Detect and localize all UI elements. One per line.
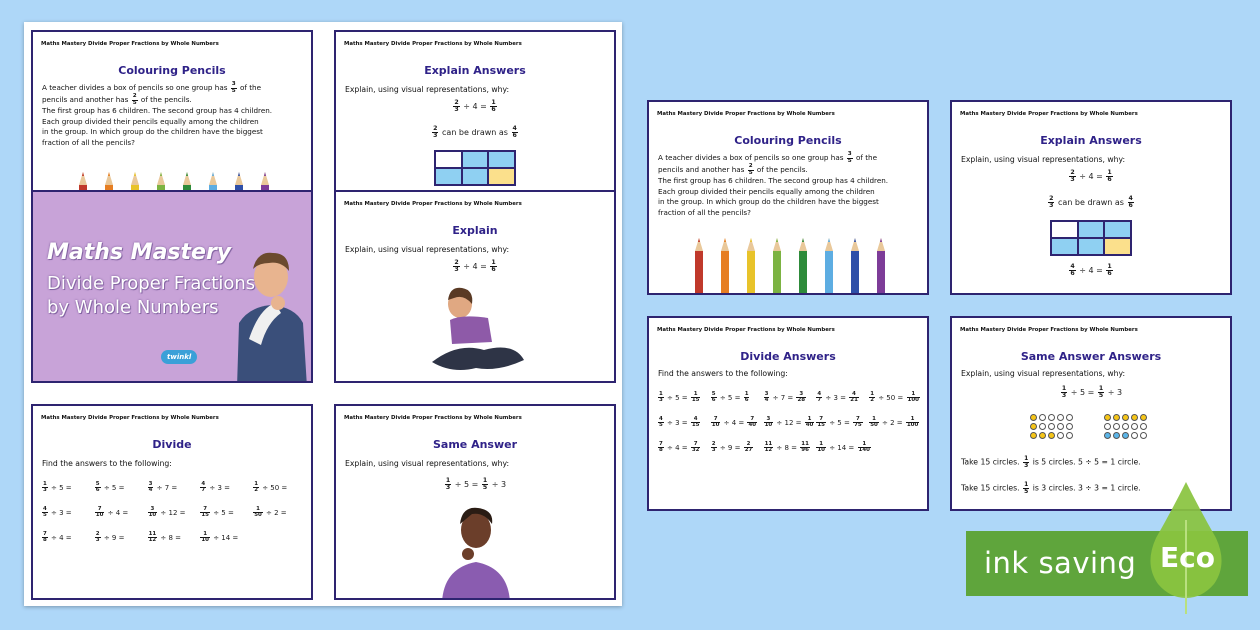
answer-fraction: $\frac{7}{40}$	[748, 415, 757, 429]
circle	[1048, 432, 1055, 439]
grid-cell	[1104, 221, 1131, 238]
problem	[199, 507, 252, 519]
card-header: Maths Mastery Divide Proper Fractions by Whole Numbers	[960, 111, 1138, 117]
answer-fraction: $\frac{11}{96}$	[801, 440, 809, 454]
grid-cell	[488, 151, 515, 168]
problem-fraction: $\frac{7}{10}$	[95, 505, 104, 519]
problem-operator: ÷ 8 =	[158, 533, 182, 542]
problem-operator: ÷ 3 =	[823, 393, 849, 402]
problem	[41, 532, 94, 544]
card-title: Colouring Pencils	[118, 64, 226, 77]
problem-fraction: $\frac{4}{7}$	[817, 391, 822, 404]
pencils-illustration	[695, 238, 885, 294]
circle	[1030, 432, 1037, 439]
problem-text: A teacher divides a box of pencils so one group has $\frac{3}{5}$ of the pencils and another has $\frac{2}{5}$ of the pencils. The first group has 6 children. The second group has 4 children. Each group divided their pencils equally among the children in the group. In which group do the children have the biggest fraction of all the pencils?	[658, 151, 889, 217]
circle	[1066, 432, 1073, 439]
circle	[1057, 432, 1064, 439]
problem-operator: ÷ 5 =	[48, 483, 72, 492]
ink-saving-label: ink saving	[984, 546, 1137, 580]
circles-group-fifths	[1104, 414, 1147, 439]
circle	[1104, 432, 1111, 439]
prompt-text: Find the answers to the following:	[42, 459, 172, 468]
card-explain-answers-back	[334, 30, 616, 195]
circle	[1131, 432, 1138, 439]
pencil-icon	[877, 238, 885, 294]
problem	[94, 532, 147, 544]
problem-fraction: $\frac{1}{50}$	[870, 415, 878, 429]
problem-operator: ÷ 4 =	[664, 443, 690, 452]
problem-row	[41, 532, 305, 544]
circle	[1140, 423, 1147, 430]
answer-fraction: $\frac{7}{75}$	[854, 415, 862, 429]
problem-fraction: $\frac{3}{10}$	[148, 505, 157, 519]
card-header: Maths Mastery Divide Proper Fractions by Whole Numbers	[344, 201, 522, 207]
problem-operator: ÷ 9 =	[101, 533, 125, 542]
equation: $\frac{2}{3}$ ÷ 4 = $\frac{1}{6}$	[454, 259, 496, 274]
problem	[710, 417, 763, 429]
problem	[710, 442, 763, 454]
card-title: Same Answer	[432, 438, 518, 451]
card-divide	[31, 404, 313, 600]
circle	[1039, 423, 1046, 430]
answer-grid	[657, 392, 921, 467]
problem	[763, 442, 816, 454]
explanation-line-1: Take 15 circles. $\frac{1}{3}$ is 5 circles. 5 ÷ 5 = 1 circle.	[961, 455, 1141, 469]
problem-fraction: $\frac{3}{10}$	[764, 415, 773, 429]
problem	[815, 392, 868, 404]
grid-cell	[1078, 238, 1105, 255]
problem-operator: ÷ 2 =	[879, 418, 905, 427]
card-title: Divide Answers	[740, 350, 836, 363]
problem-fraction: $\frac{5}{6}$	[95, 481, 100, 494]
problem-fraction: $\frac{4}{5}$	[659, 415, 663, 429]
problem-operator: ÷ 3 =	[48, 508, 72, 517]
circle	[1057, 423, 1064, 430]
problem-fraction: $\frac{1}{2}$	[254, 481, 258, 494]
problem	[199, 482, 252, 494]
problem-fraction: $\frac{1}{3}$	[659, 391, 663, 404]
problem-operator: ÷ 5 =	[210, 508, 234, 517]
grid-cell	[435, 151, 462, 168]
prompt-text: Explain, using visual representations, why:	[961, 155, 1126, 164]
problem-fraction: $\frac{5}{6}$	[711, 391, 716, 404]
problem-operator: ÷ 14 =	[826, 443, 857, 452]
pencil-icon	[695, 238, 703, 294]
problem-operator: ÷ 3 =	[207, 483, 231, 492]
card-title: Explain Answers	[424, 64, 526, 77]
problem-operator: ÷ 4 =	[721, 418, 747, 427]
pencil-icon	[721, 238, 729, 294]
problem-operator: ÷ 7 =	[770, 393, 796, 402]
grid-cell	[462, 168, 489, 185]
answer-fraction: $\frac{2}{27}$	[744, 440, 753, 454]
circle	[1039, 414, 1046, 421]
card-title: Divide	[152, 438, 192, 451]
drawn-as-line: $\frac{2}{3}$ can be drawn as $\frac{4}{6}$	[1049, 195, 1133, 210]
card-header: Maths Mastery Divide Proper Fractions by Whole Numbers	[960, 327, 1138, 333]
circle	[1122, 423, 1129, 430]
circle	[1140, 414, 1147, 421]
circle	[1030, 423, 1037, 430]
problem	[868, 392, 921, 404]
grid-cell	[1051, 221, 1078, 238]
circle	[1057, 414, 1064, 421]
problem-operator: ÷ 2 =	[263, 508, 287, 517]
problem-fraction: $\frac{7}{15}$	[817, 415, 825, 429]
pencil-icon	[799, 238, 807, 294]
answer-fraction: $\frac{3}{28}$	[797, 391, 806, 404]
girl-sitting-illustration	[428, 284, 528, 374]
cover-subtitle: Divide Proper Fractions by Whole Numbers	[47, 273, 256, 318]
circle	[1048, 423, 1055, 430]
card-divide-answers	[647, 316, 929, 511]
card-title: Colouring Pencils	[734, 134, 842, 147]
problem-operator: ÷ 4 =	[48, 533, 72, 542]
prompt-text: Explain, using visual representations, why:	[961, 369, 1126, 378]
problem-operator: ÷ 50 =	[259, 483, 288, 492]
grid-cell	[1104, 238, 1131, 255]
prompt-text: Explain, using visual representations, why:	[345, 459, 510, 468]
problem-operator: ÷ 12 =	[774, 418, 804, 427]
circle	[1140, 432, 1147, 439]
card-header: Maths Mastery Divide Proper Fractions by Whole Numbers	[344, 415, 522, 421]
problem-fraction: $\frac{1}{3}$	[43, 481, 47, 494]
problem-fraction: $\frac{7}{8}$	[659, 440, 663, 454]
prompt-text: Explain, using visual representations, why:	[345, 85, 510, 94]
circle	[1039, 432, 1046, 439]
answer-fraction: $\frac{7}{32}$	[691, 440, 700, 454]
answer-fraction: $\frac{1}{15}$	[691, 391, 700, 404]
circle	[1131, 423, 1138, 430]
problem	[657, 417, 710, 429]
problem-fraction: $\frac{7}{15}$	[201, 505, 209, 519]
card-colouring-pencils	[647, 100, 929, 295]
problem-fraction: $\frac{1}{2}$	[870, 391, 874, 404]
problem-fraction: $\frac{7}{10}$	[711, 415, 720, 429]
card-header: Maths Mastery Divide Proper Fractions by Whole Numbers	[657, 327, 835, 333]
circle	[1113, 414, 1120, 421]
circle	[1066, 423, 1073, 430]
answer-fraction: $\frac{1}{100}$	[907, 391, 919, 404]
equation: $\frac{2}{3}$ ÷ 4 = $\frac{1}{6}$	[454, 99, 496, 114]
problem	[815, 442, 868, 454]
problem-operator: ÷ 5 =	[664, 393, 690, 402]
problem	[147, 482, 200, 494]
problem-fraction: $\frac{4}{7}$	[201, 481, 206, 494]
cover-card	[31, 190, 313, 383]
problem-fraction: $\frac{1}{50}$	[254, 505, 262, 519]
card-colouring-pencils-back	[31, 30, 313, 195]
boy-thinking-illustration	[223, 247, 313, 383]
card-title: Same Answer Answers	[1020, 350, 1162, 363]
problem-operator: ÷ 50 =	[875, 393, 906, 402]
problem-row	[41, 482, 305, 494]
card-explain-answers	[950, 100, 1232, 295]
problem-grid	[41, 482, 305, 557]
answer-fraction: $\frac{1}{40}$	[805, 415, 814, 429]
equation: $\frac{2}{3}$ ÷ 4 = $\frac{1}{6}$	[1070, 169, 1112, 184]
equation: $\frac{1}{3}$ ÷ 5 = $\frac{1}{5}$ ÷ 3	[445, 477, 507, 492]
pencil-icon	[773, 238, 781, 294]
grid-cell	[1051, 238, 1078, 255]
problem-text: A teacher divides a box of pencils so one group has $\frac{3}{5}$ of the pencils and another has $\frac{2}{5}$ of the pencils. The first group has 6 children. The second group has 4 children. Each group divided their pencils equally among the children in the group. In which group do the children have the biggest fraction of all the pencils?	[42, 81, 273, 147]
drawn-as-line: $\frac{2}{3}$ can be drawn as $\frac{4}{6}$	[433, 125, 517, 140]
problem-operator: ÷ 3 =	[664, 418, 690, 427]
explanation-line-2: Take 15 circles. $\frac{1}{5}$ is 3 circles. 3 ÷ 3 = 1 circle.	[961, 481, 1141, 495]
problem-fraction: $\frac{3}{4}$	[764, 391, 769, 404]
problem-fraction: $\frac{2}{3}$	[95, 530, 100, 544]
card-header: Maths Mastery Divide Proper Fractions by Whole Numbers	[41, 41, 219, 47]
fraction-grid	[1050, 220, 1132, 256]
problem-operator: ÷ 7 =	[154, 483, 178, 492]
problem	[763, 417, 816, 429]
card-title: Explain Answers	[1040, 134, 1142, 147]
circle	[1048, 414, 1055, 421]
circle	[1104, 423, 1111, 430]
problem	[710, 392, 763, 404]
answer-fraction: $\frac{1}{100}$	[906, 415, 919, 429]
equation: $\frac{1}{3}$ ÷ 5 = $\frac{1}{5}$ ÷ 3	[1061, 385, 1123, 400]
cover-title: Maths Mastery	[47, 240, 232, 265]
answer-fraction: $\frac{1}{140}$	[858, 440, 870, 454]
problem-operator: ÷ 5 =	[717, 393, 743, 402]
problem	[657, 442, 710, 454]
circle	[1113, 432, 1120, 439]
grid-cell	[1078, 221, 1105, 238]
problem-fraction: $\frac{11}{12}$	[764, 440, 773, 454]
card-same-answer	[334, 404, 616, 600]
problem-fraction: $\frac{7}{8}$	[43, 530, 47, 544]
circle	[1066, 414, 1073, 421]
problem	[252, 482, 305, 494]
circle	[1122, 432, 1129, 439]
woman-thinking-illustration	[436, 502, 516, 600]
problem-row	[657, 442, 921, 454]
problem	[94, 507, 147, 519]
problem	[252, 507, 305, 519]
grid-cell	[462, 151, 489, 168]
answer-fraction: $\frac{4}{21}$	[850, 391, 858, 404]
problem	[763, 392, 816, 404]
problem-operator: ÷ 12 =	[158, 508, 186, 517]
problem	[868, 417, 921, 429]
problem-fraction: $\frac{1}{10}$	[201, 530, 209, 544]
answer-fraction: $\frac{4}{15}$	[691, 415, 700, 429]
pencil-icon	[747, 238, 755, 294]
problem-fraction: $\frac{11}{12}$	[148, 530, 157, 544]
problem-operator: ÷ 4 =	[105, 508, 129, 517]
circle	[1104, 414, 1111, 421]
circle	[1113, 423, 1120, 430]
problem-row	[657, 392, 921, 404]
problem-operator: ÷ 14 =	[210, 533, 239, 542]
problem-row	[41, 507, 305, 519]
card-header: Maths Mastery Divide Proper Fractions by Whole Numbers	[41, 415, 219, 421]
fraction-grid	[434, 150, 516, 186]
problem-fraction: $\frac{1}{10}$	[817, 440, 825, 454]
problem	[147, 532, 200, 544]
problem-fraction: $\frac{3}{4}$	[148, 481, 153, 494]
pencil-icon	[851, 238, 859, 294]
circles-group-thirds	[1030, 414, 1073, 439]
grid-cell	[488, 168, 515, 185]
problem	[94, 482, 147, 494]
problem	[657, 392, 710, 404]
problem	[815, 417, 868, 429]
prompt-text: Explain, using visual representations, why:	[345, 245, 510, 254]
circle	[1030, 414, 1037, 421]
answer-fraction: $\frac{1}{6}$	[744, 391, 749, 404]
problem-fraction: $\frac{2}{3}$	[711, 440, 716, 454]
problem-operator: ÷ 5 =	[101, 483, 125, 492]
problem	[199, 532, 252, 544]
final-equation: $\frac{4}{6}$ ÷ 4 = $\frac{1}{6}$	[1070, 263, 1112, 278]
prompt-text: Find the answers to the following:	[658, 369, 788, 378]
card-title: Explain	[452, 224, 498, 237]
circle	[1131, 414, 1138, 421]
problem-row	[657, 417, 921, 429]
card-header: Maths Mastery Divide Proper Fractions by Whole Numbers	[344, 41, 522, 47]
problem-operator: ÷ 9 =	[717, 443, 743, 452]
pencil-icon	[825, 238, 833, 294]
card-header: Maths Mastery Divide Proper Fractions by Whole Numbers	[657, 111, 835, 117]
problem-operator: ÷ 5 =	[826, 418, 853, 427]
problem	[41, 507, 94, 519]
twinkl-logo: twinkl	[161, 350, 197, 364]
eco-badge: Eco	[1160, 541, 1215, 574]
circle	[1122, 414, 1129, 421]
problem-operator: ÷ 8 =	[774, 443, 800, 452]
grid-cell	[435, 168, 462, 185]
card-explain	[334, 190, 616, 383]
problem-fraction: $\frac{4}{5}$	[43, 505, 47, 519]
problem	[41, 482, 94, 494]
problem	[147, 507, 200, 519]
